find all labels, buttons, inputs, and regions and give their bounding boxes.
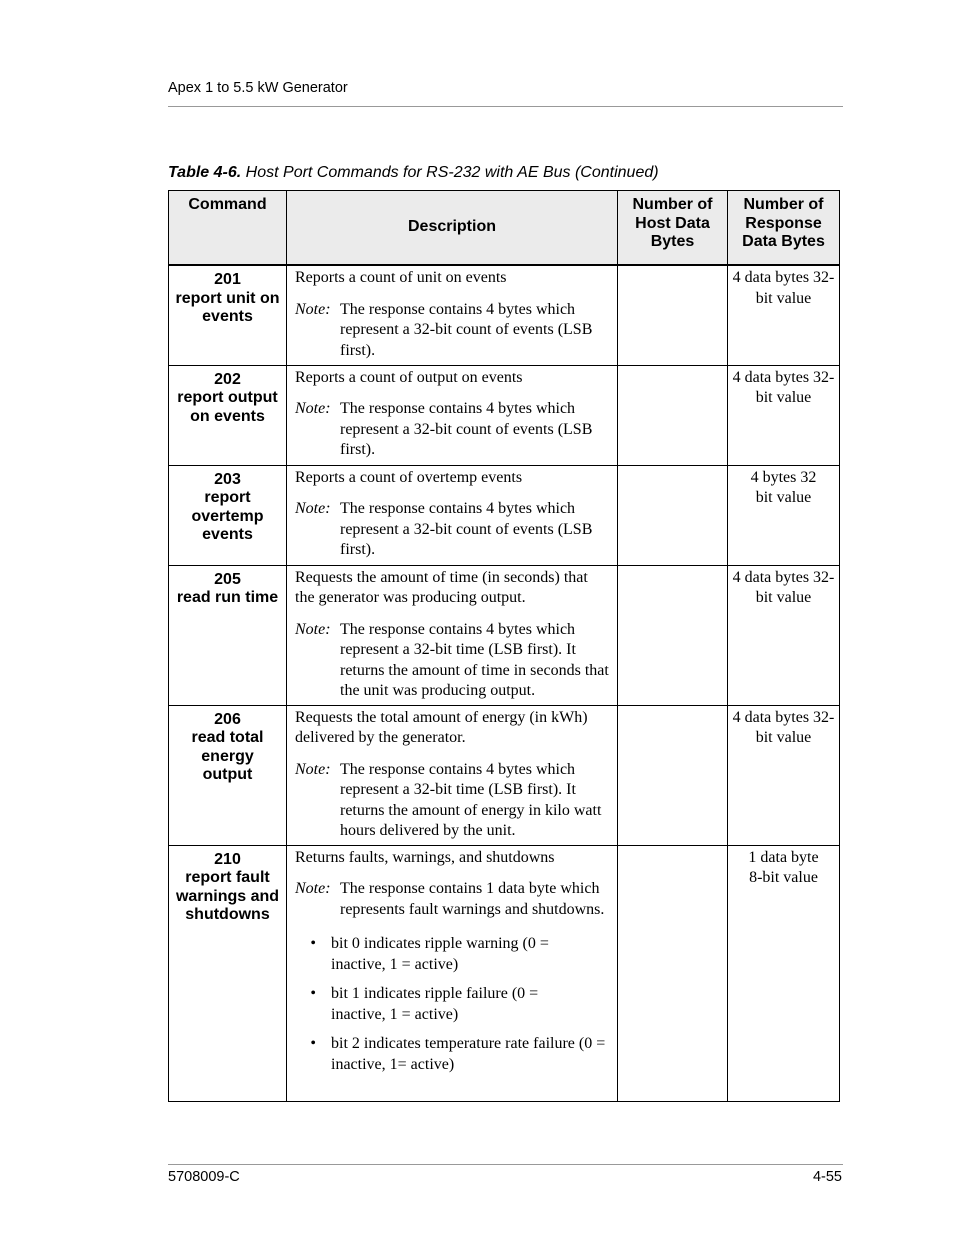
command-name: report output on events: [177, 389, 278, 425]
command-cell: [169, 465, 287, 565]
description-text: Requests the total amount of energy (in kWh) delivered by the generator.: [295, 708, 588, 746]
list-item: [295, 934, 609, 975]
bit-list: [295, 934, 609, 1075]
description-cell: [287, 845, 618, 1101]
page-number: 4-55: [812, 1169, 842, 1185]
response-bytes-text: 4 bytes 32 bit value: [750, 468, 817, 506]
footer-divider: [168, 1164, 843, 1165]
response-bytes-cell: [728, 845, 840, 1101]
command-cell: [169, 265, 287, 365]
bullet-icon: •: [310, 935, 316, 952]
host-bytes-cell: [618, 565, 728, 705]
command-name: report unit on events: [175, 289, 280, 325]
command-cell: [169, 845, 287, 1101]
command-cell: [169, 365, 287, 465]
table-caption: [168, 164, 659, 182]
note-text: The response contains 4 bytes which represent a 32-bit count of events (LSB first).: [340, 300, 593, 359]
table-row: [169, 465, 840, 565]
note-text: The response contains 1 data byte which represents fault warnings and shutdowns.: [340, 880, 605, 918]
note: [295, 499, 609, 561]
host-port-commands-table: [168, 190, 840, 1102]
command-cell: [169, 565, 287, 705]
description-cell: [287, 705, 618, 845]
column-header-description: Description: [287, 191, 618, 266]
description-cell: [287, 565, 618, 705]
table-caption-text: Host Port Commands for RS-232 with AE Bus (Continued): [245, 164, 659, 181]
note: [295, 620, 609, 702]
host-bytes-cell: [618, 265, 728, 365]
table-row: [169, 705, 840, 845]
table-row: [169, 265, 840, 365]
bullet-icon: •: [310, 1035, 316, 1052]
table-row: [169, 845, 840, 1101]
note-label: Note:: [295, 400, 331, 417]
description-cell: [287, 365, 618, 465]
description-text: Returns faults, warnings, and shutdowns: [295, 848, 555, 866]
command-number: 206: [214, 710, 241, 728]
command-cell: [169, 705, 287, 845]
command-name: read total energy output: [191, 729, 264, 783]
note-label: Note:: [295, 760, 331, 778]
description-text: Reports a count of unit on events: [295, 269, 507, 286]
column-header-command: Command: [169, 191, 287, 266]
command-number: 203: [214, 470, 241, 488]
note: [295, 879, 609, 920]
table-caption-label: Table 4-6.: [168, 164, 242, 181]
running-header: Apex 1 to 5.5 kW Generator: [168, 80, 348, 96]
column-header-host-bytes: Number of Host Data Bytes: [618, 191, 728, 266]
table-header-row: [169, 191, 840, 266]
response-bytes-cell: 4 data bytes 32-bit value: [728, 705, 840, 845]
response-bytes-cell: [728, 465, 840, 565]
table-row: [169, 365, 840, 465]
response-bytes-text: 1 data byte 8-bit value: [748, 848, 819, 886]
table-row: [169, 565, 840, 705]
command-number: 201: [214, 271, 241, 288]
note-text: The response contains 4 bytes which represent a 32-bit time (LSB first). It returns the amount of time in seconds that the unit was producing output.: [340, 620, 609, 699]
description-text: Reports a count of overtemp events: [295, 468, 523, 486]
description-cell: [287, 465, 618, 565]
note-label: Note:: [295, 880, 331, 897]
description-text: Requests the amount of time (in seconds) that the generator was producing output.: [295, 568, 588, 606]
note-label: Note:: [295, 500, 331, 517]
list-item: [295, 1034, 609, 1075]
command-name: report fault warnings and shutdowns: [175, 869, 280, 923]
note-label: Note:: [295, 300, 331, 318]
note: [295, 399, 609, 461]
response-bytes-cell: 4 data bytes 32-bit value: [728, 365, 840, 465]
host-bytes-cell: [618, 365, 728, 465]
host-bytes-cell: [618, 465, 728, 565]
command-number: 202: [214, 370, 241, 388]
document-number: 5708009-C: [168, 1169, 240, 1185]
command-name: read run time: [176, 589, 279, 606]
note-text: The response contains 4 bytes which represent a 32-bit count of events (LSB first).: [340, 500, 593, 558]
description-text: Reports a count of output on events: [295, 368, 523, 386]
host-bytes-cell: [618, 705, 728, 845]
bullet-icon: •: [310, 985, 316, 1002]
response-bytes-cell: 4 data bytes 32-bit value: [728, 565, 840, 705]
note: [295, 300, 609, 362]
description-cell: [287, 265, 618, 365]
list-item: [295, 984, 609, 1025]
host-bytes-cell: [618, 845, 728, 1101]
note: [295, 760, 609, 842]
note-text: The response contains 4 bytes which represent a 32-bit time (LSB first). It returns the amount of energy in kilo watt hours delivered by the unit.: [340, 760, 602, 839]
note-label: Note:: [295, 620, 331, 638]
bit-description: bit 1 indicates ripple failure (0 = inactive, 1 = active): [331, 985, 539, 1023]
bit-description: bit 0 indicates ripple warning (0 = inactive, 1 = active): [331, 935, 549, 973]
command-number: 210: [214, 850, 241, 868]
response-bytes-cell: 4 data bytes 32-bit value: [728, 265, 840, 365]
column-header-response-bytes: Number of Response Data Bytes: [728, 191, 840, 266]
bit-description: bit 2 indicates temperature rate failure (0 = inactive, 1= active): [331, 1035, 606, 1073]
command-number: 205: [214, 570, 241, 588]
header-divider: [168, 106, 843, 107]
note-text: The response contains 4 bytes which represent a 32-bit count of events (LSB first).: [340, 400, 593, 458]
command-name: report overtemp events: [191, 489, 264, 543]
